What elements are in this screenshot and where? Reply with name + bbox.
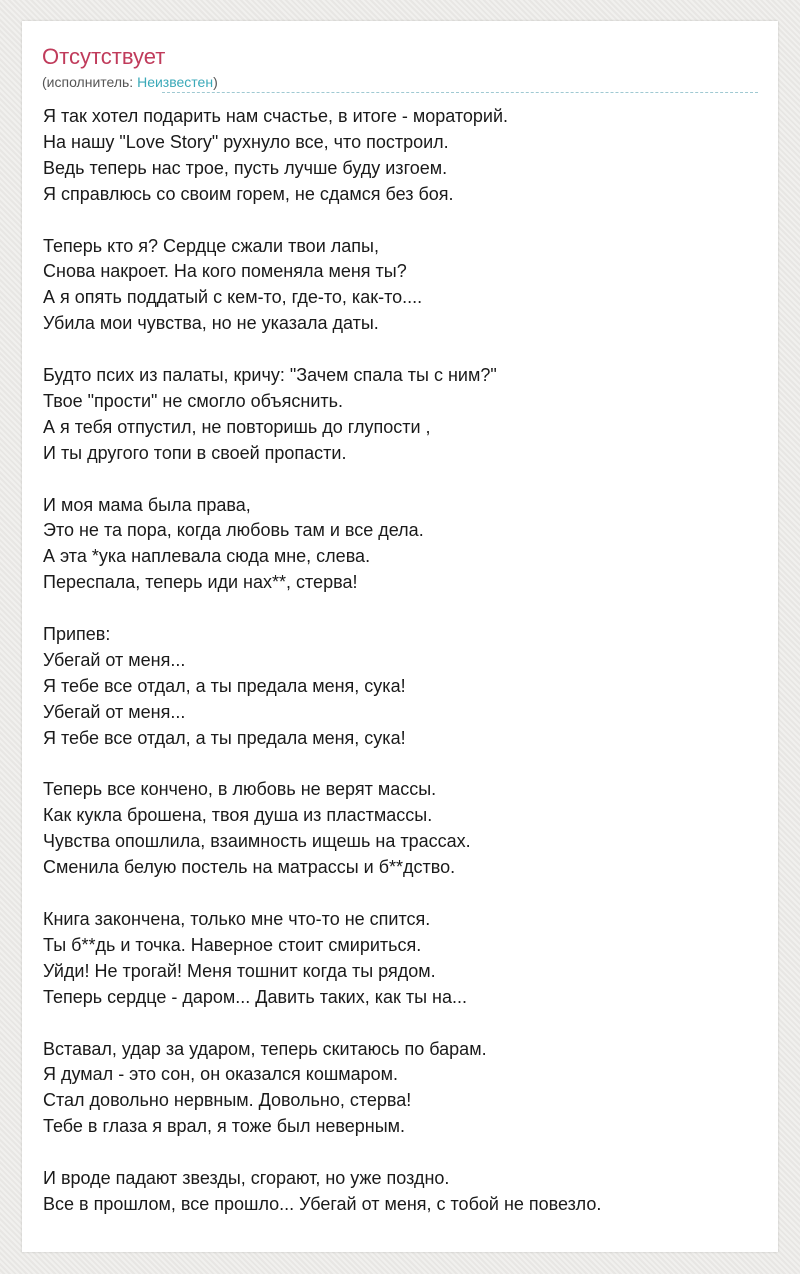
lyric-line: Я тебе все отдал, а ты предала меня, сука! — [43, 675, 406, 696]
lyric-line: Убегай от меня... — [43, 701, 186, 722]
lyric-line: Сменила белую постель на матрассы и б**дство. — [43, 857, 456, 878]
lyric-line: Будто псих из палаты, кричу: "Зачем спала ты с ним?" — [43, 365, 497, 386]
lyric-line: Все в прошлом, все прошло... Убегай от меня, с тобой не повезло. — [43, 1193, 602, 1214]
lyric-line: Я тебе все отдал, а ты предала меня, сука! — [43, 727, 406, 748]
lyric-line: Стал довольно нервным. Довольно, стерва! — [43, 1090, 412, 1111]
lyric-line: Ведь теперь нас трое, пусть лучше буду изгоем. — [43, 157, 448, 178]
artist-line — [42, 73, 218, 91]
lyric-line: Убегай от меня... — [43, 649, 186, 670]
lyric-line: Теперь сердце - даром... Давить таких, как ты на... — [43, 986, 468, 1007]
stanza — [43, 777, 758, 881]
stanza — [43, 363, 758, 467]
lyric-line: Я так хотел подарить нам счастье, в итоге - мораторий. — [43, 106, 509, 126]
lyric-line: А я тебя отпустил, не повторишь до глупости , — [43, 416, 431, 437]
lyrics-card — [22, 21, 778, 1252]
lyric-line: Припев: — [43, 624, 111, 645]
song-title: Отсутствует — [42, 44, 166, 69]
stanza — [43, 493, 758, 597]
stanza — [43, 1166, 758, 1218]
stanza — [43, 907, 758, 1011]
lyric-line: Вставал, удар за ударом, теперь скитаюсь по барам. — [43, 1038, 487, 1059]
artist-prefix: (исполнитель: — [42, 74, 138, 90]
lyric-line: Как кукла брошена, твоя душа из пластмассы. — [43, 805, 433, 826]
stanza — [43, 1037, 758, 1141]
lyric-line: Я думал - это сон, он оказался кошмаром. — [43, 1064, 399, 1085]
stanza — [43, 234, 758, 338]
lyric-line: Книга закончена, только мне что-то не спится. — [43, 909, 431, 929]
lyric-line: Убила мои чувства, но не указала даты. — [43, 313, 379, 334]
artist-suffix: ) — [213, 74, 218, 90]
title-divider — [162, 92, 758, 93]
lyric-line: Чувства опошлила, взаимность ищешь на трассах. — [43, 831, 471, 852]
lyric-line: Тебе в глаза я врал, я тоже был неверным. — [43, 1116, 406, 1137]
lyrics-body — [43, 104, 758, 1244]
lyric-line: Я справлюсь со своим горем, не сдамся без боя. — [43, 183, 454, 204]
lyric-line: Теперь все кончено, в любовь не верят массы. — [43, 779, 437, 800]
stanza — [43, 622, 758, 752]
lyric-line: И вроде падают звезды, сгорают, но уже поздно. — [43, 1168, 450, 1189]
lyric-line: Переспала, теперь иди нах**, стерва! — [43, 572, 358, 593]
lyric-line: Снова накроет. На кого поменяла меня ты? — [43, 261, 407, 282]
lyric-line: А я опять поддатый с кем-то, где-то, как-то.... — [43, 287, 423, 308]
lyric-line: Твое "прости" не смогло объяснить. — [43, 390, 343, 411]
lyric-line: А эта *ука наплевала сюда мне, слева. — [43, 546, 371, 567]
artist-name: Неизвестен — [137, 74, 214, 90]
lyric-line: Уйди! Не трогай! Меня тошнит когда ты рядом. — [43, 960, 436, 981]
lyric-line: И ты другого топи в своей пропасти. — [43, 442, 347, 463]
lyric-line: Теперь кто я? Сердце сжали твои лапы, — [43, 235, 379, 256]
lyric-line: Это не та пора, когда любовь там и все дела. — [43, 520, 424, 541]
lyric-line: И моя мама была права, — [43, 494, 251, 515]
lyric-line: На нашу "Love Story" рухнуло все, что построил. — [43, 131, 449, 152]
lyric-line: Ты б**дь и точка. Наверное стоит смириться. — [43, 934, 422, 955]
stanza — [43, 104, 758, 208]
